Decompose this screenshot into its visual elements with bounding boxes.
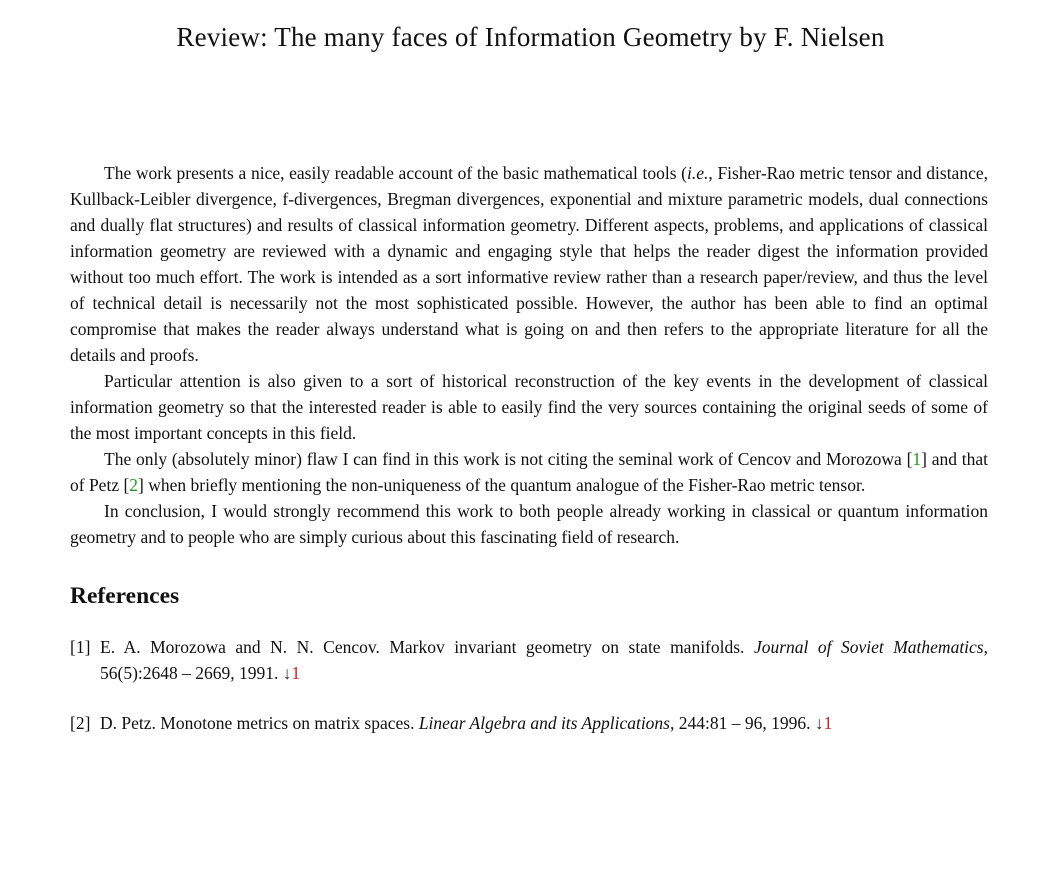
paragraph-2: Particular attention is also given to a sort of historical reconstruction of the key events in the development of classical information geometry so that the interested reader is able to easily find the very sources containing the original seeds of some of the most important concepts in this field. bbox=[70, 371, 988, 443]
paragraph-3 bbox=[70, 446, 988, 498]
paragraph-3-text-end: ] when briefly mentioning the non-uniqueness of the quantum analogue of the Fisher-Rao metric tensor. bbox=[138, 475, 866, 495]
reference-1-authors: E. A. Morozowa and N. N. Cencov. Markov invariant geometry on state manifolds. bbox=[100, 637, 754, 657]
backref-arrow-icon: ↓ bbox=[814, 713, 824, 733]
backref-page-link-2[interactable]: 1 bbox=[823, 713, 833, 733]
reference-item-2 bbox=[70, 710, 988, 736]
paragraph-3-text-mid: ] and that of Petz [ bbox=[70, 449, 988, 495]
paragraph-4: In conclusion, I would strongly recommend this work to both people already working in classical or quantum information geometry and to people who are simply curious about this fascinating field of research. bbox=[70, 501, 988, 547]
paragraph-3-text: The only (absolutely minor) flaw I can find in this work is not citing the seminal work of Cencov and Morozowa [ bbox=[104, 449, 913, 469]
reference-1-journal: Journal of Soviet Mathematics bbox=[753, 637, 984, 657]
backref-page-link-1[interactable]: 1 bbox=[291, 663, 301, 683]
reference-2-authors: D. Petz. Monotone metrics on matrix spaces. bbox=[100, 713, 419, 733]
backref-arrow-icon: ↓ bbox=[282, 663, 292, 683]
reference-2-label: [2] bbox=[70, 713, 91, 733]
reference-item-1 bbox=[70, 634, 988, 686]
reference-1-text bbox=[100, 634, 988, 686]
paragraph-1-text-cont: , Fisher-Rao metric tensor and distance, Kullback-Leibler divergence, f-divergences, Bregman divergences, exponential and mixture parametric models, dual connections and dually flat structures) and results of classical information geometry. Different aspects, problems, and applications of classical information geometry are reviewed with a dynamic and engaging style that helps the reader digest the information provided without too much effort. The work is intended as a sort informative review rather than a research paper/review, and thus the level of technical detail is necessarily not the most sophisticated possible. However, the author has been able to find an optimal compromise that makes the reader always understand what is going on and then refers to the appropriate literature for all the details and proofs. bbox=[70, 163, 988, 365]
page-title: Review: The many faces of Information Geometry by F. Nielsen bbox=[176, 22, 885, 52]
references-heading: References bbox=[70, 583, 180, 609]
paragraph-1-italic-ie: i.e. bbox=[687, 163, 709, 183]
citation-link-1[interactable]: 1 bbox=[912, 449, 922, 469]
document-body bbox=[70, 160, 988, 736]
reference-1-label: [1] bbox=[70, 637, 91, 657]
reference-2-journal: Linear Algebra and its Applications bbox=[418, 713, 670, 733]
reference-2-details: , 244:81 – 96, 1996. bbox=[670, 713, 815, 733]
reference-1-details: , 56(5):2648 – 2669, 1991. bbox=[100, 637, 988, 683]
reference-2-text bbox=[100, 710, 988, 736]
paragraph-1 bbox=[70, 160, 988, 368]
citation-link-2[interactable]: 2 bbox=[129, 475, 139, 495]
paragraph-1-text: The work presents a nice, easily readable account of the basic mathematical tools ( bbox=[104, 163, 688, 183]
